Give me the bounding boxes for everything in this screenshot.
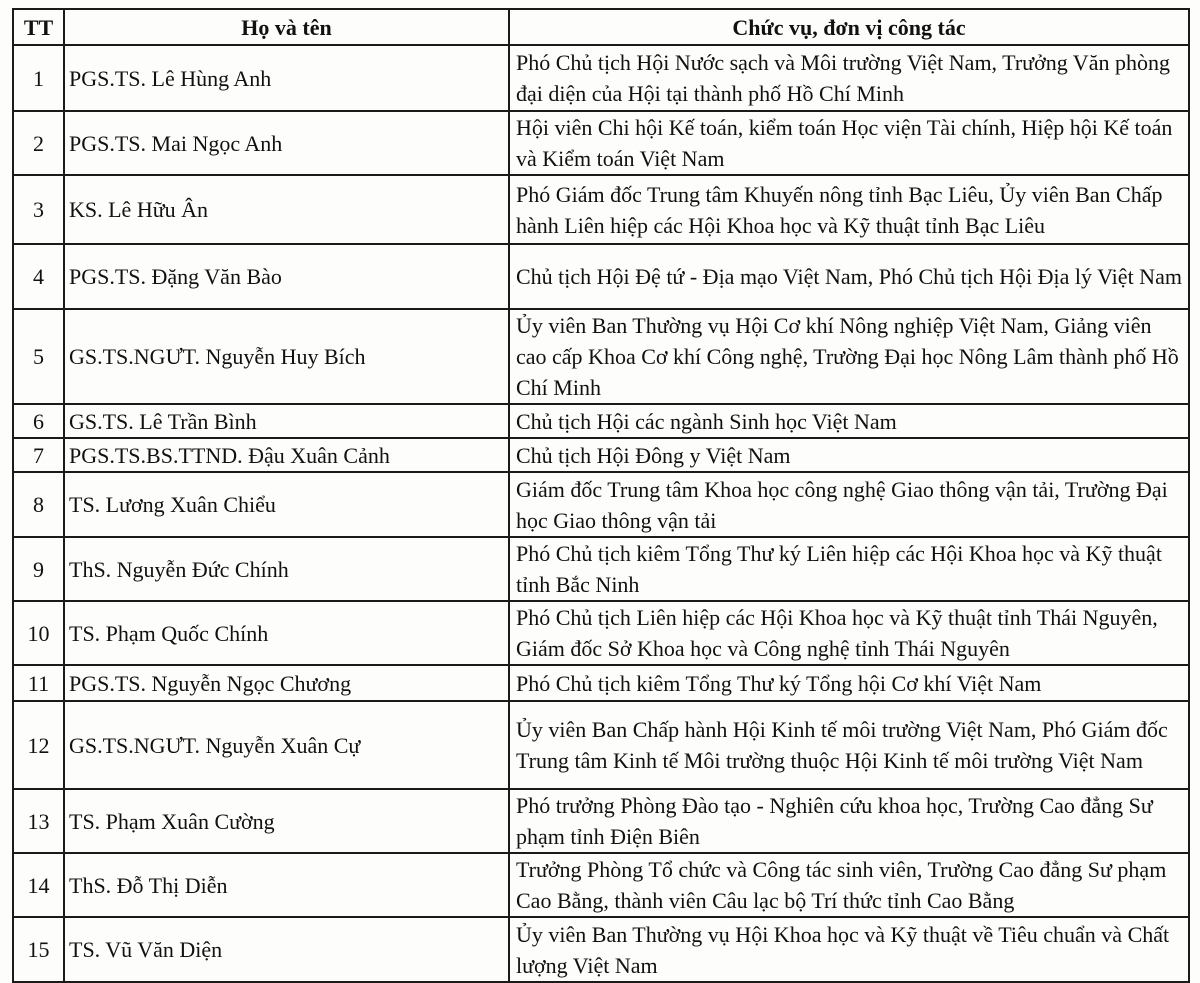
- row-number: 4: [13, 244, 64, 309]
- member-position: Phó Chủ tịch kiêm Tổng Thư ký Tổng hội Cơ khí Việt Nam: [509, 665, 1189, 701]
- row-number: 10: [13, 601, 64, 665]
- table-row: [13, 701, 1189, 789]
- member-name: PGS.TS. Nguyễn Ngọc Chương: [64, 665, 509, 701]
- row-number: 9: [13, 537, 64, 601]
- table-row: [13, 111, 1189, 175]
- member-name: PGS.TS. Lê Hùng Anh: [64, 45, 509, 111]
- header-name: Họ và tên: [64, 9, 509, 45]
- table-row: [13, 789, 1189, 853]
- member-position: Hội viên Chi hội Kế toán, kiểm toán Học viện Tài chính, Hiệp hội Kế toán và Kiểm toán Việt Nam: [509, 111, 1189, 175]
- row-number: 7: [13, 438, 64, 472]
- table-row: [13, 175, 1189, 244]
- member-position: Trưởng Phòng Tổ chức và Công tác sinh viên, Trường Cao đẳng Sư phạm Cao Bằng, thành viên Câu lạc bộ Trí thức tỉnh Cao Bằng: [509, 853, 1189, 917]
- table-row: [13, 601, 1189, 665]
- member-position: Ủy viên Ban Thường vụ Hội Khoa học và Kỹ thuật về Tiêu chuẩn và Chất lượng Việt Nam: [509, 917, 1189, 982]
- member-position: Phó Chủ tịch Hội Nước sạch và Môi trường Việt Nam, Trưởng Văn phòng đại diện của Hội tại thành phố Hồ Chí Minh: [509, 45, 1189, 111]
- table-row: [13, 244, 1189, 309]
- table-row: [13, 404, 1189, 438]
- member-position: Ủy viên Ban Chấp hành Hội Kinh tế môi trường Việt Nam, Phó Giám đốc Trung tâm Kinh tế Môi trường thuộc Hội Kinh tế môi trường Việt Nam: [509, 701, 1189, 789]
- member-position: Giám đốc Trung tâm Khoa học công nghệ Giao thông vận tải, Trường Đại học Giao thông vận tải: [509, 472, 1189, 537]
- member-name: KS. Lê Hữu Ân: [64, 175, 509, 244]
- member-name: PGS.TS. Mai Ngọc Anh: [64, 111, 509, 175]
- member-name: TS. Phạm Quốc Chính: [64, 601, 509, 665]
- row-number: 1: [13, 45, 64, 111]
- row-number: 3: [13, 175, 64, 244]
- row-number: 2: [13, 111, 64, 175]
- row-number: 11: [13, 665, 64, 701]
- member-position: Chủ tịch Hội Đông y Việt Nam: [509, 438, 1189, 472]
- row-number: 14: [13, 853, 64, 917]
- member-name: PGS.TS. Đặng Văn Bào: [64, 244, 509, 309]
- row-number: 5: [13, 309, 64, 404]
- table-row: [13, 472, 1189, 537]
- member-name: TS. Lương Xuân Chiểu: [64, 472, 509, 537]
- member-position: Chủ tịch Hội Đệ tứ - Địa mạo Việt Nam, Phó Chủ tịch Hội Địa lý Việt Nam: [509, 244, 1189, 309]
- row-number: 8: [13, 472, 64, 537]
- table-row: [13, 665, 1189, 701]
- members-table: [12, 8, 1190, 983]
- member-position: Phó Giám đốc Trung tâm Khuyến nông tỉnh Bạc Liêu, Ủy viên Ban Chấp hành Liên hiệp các Hội Khoa học và Kỹ thuật tỉnh Bạc Liêu: [509, 175, 1189, 244]
- member-name: ThS. Nguyễn Đức Chính: [64, 537, 509, 601]
- member-position: Phó Chủ tịch kiêm Tổng Thư ký Liên hiệp các Hội Khoa học và Kỹ thuật tỉnh Bắc Ninh: [509, 537, 1189, 601]
- member-name: PGS.TS.BS.TTND. Đậu Xuân Cảnh: [64, 438, 509, 472]
- member-name: TS. Vũ Văn Diện: [64, 917, 509, 982]
- table-row: [13, 438, 1189, 472]
- header-tt: TT: [13, 9, 64, 45]
- member-position: Ủy viên Ban Thường vụ Hội Cơ khí Nông nghiệp Việt Nam, Giảng viên cao cấp Khoa Cơ khí Công nghệ, Trường Đại học Nông Lâm thành phố Hồ Chí Minh: [509, 309, 1189, 404]
- header-row: [13, 9, 1189, 45]
- member-position: Phó Chủ tịch Liên hiệp các Hội Khoa học và Kỹ thuật tỉnh Thái Nguyên, Giám đốc Sở Khoa học và Công nghệ tỉnh Thái Nguyên: [509, 601, 1189, 665]
- member-name: GS.TS.NGƯT. Nguyễn Huy Bích: [64, 309, 509, 404]
- row-number: 12: [13, 701, 64, 789]
- table-row: [13, 917, 1189, 982]
- header-position: Chức vụ, đơn vị công tác: [509, 9, 1189, 45]
- table-row: [13, 853, 1189, 917]
- member-name: TS. Phạm Xuân Cường: [64, 789, 509, 853]
- table-row: [13, 537, 1189, 601]
- table-row: [13, 309, 1189, 404]
- member-name: ThS. Đỗ Thị Diễn: [64, 853, 509, 917]
- row-number: 15: [13, 917, 64, 982]
- row-number: 13: [13, 789, 64, 853]
- member-position: Chủ tịch Hội các ngành Sinh học Việt Nam: [509, 404, 1189, 438]
- member-position: Phó trưởng Phòng Đào tạo - Nghiên cứu khoa học, Trường Cao đẳng Sư phạm tỉnh Điện Biên: [509, 789, 1189, 853]
- table-row: [13, 45, 1189, 111]
- member-name: GS.TS. Lê Trần Bình: [64, 404, 509, 438]
- member-name: GS.TS.NGƯT. Nguyễn Xuân Cự: [64, 701, 509, 789]
- row-number: 6: [13, 404, 64, 438]
